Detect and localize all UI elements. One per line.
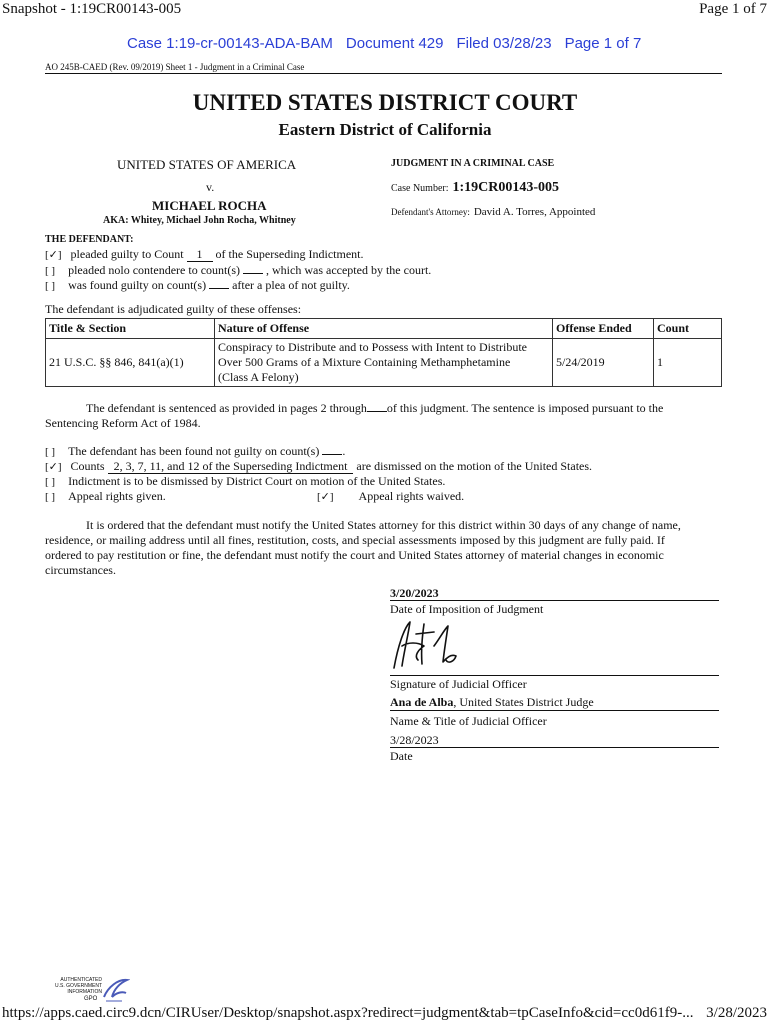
footer-url: https://apps.caed.circ9.dcn/CIRUser/Desktop/snapshot.aspx?redirect=judgment&tab=tpCaseInfo&cid=cc0d61f9-... <box>2 1005 694 1021</box>
defendant-heading: THE DEFENDANT: <box>45 234 134 245</box>
judge-signature <box>388 616 468 674</box>
court-name: UNITED STATES DISTRICT COURT <box>192 90 578 115</box>
case-number: 1:19CR00143-005 <box>452 180 560 195</box>
notice-line-3: ordered to pay restitution or fine, the defendant must notify the court and United States attorney of material changes in economic <box>45 548 664 562</box>
checkbox-checked: [✓] <box>45 461 62 473</box>
notice-line-2: residence, or mailing address until all fines, restitution, costs, and special assessments imposed by this judgment are fully paid. If <box>45 533 665 547</box>
defendant-name: MICHAEL ROCHA <box>152 198 267 213</box>
district-name: Eastern District of California <box>278 120 492 139</box>
checkbox-unchecked: [ ] <box>45 446 56 458</box>
checkbox-checked: [✓] <box>317 491 334 503</box>
appeal-given-row: [ ] Appeal rights given. <box>45 489 166 503</box>
document-type: JUDGMENT IN A CRIMINAL CASE <box>391 158 555 169</box>
not-guilty-row: [ ] The defendant has been found not guilty on count(s) . <box>45 444 346 458</box>
notice-line-1: It is ordered that the defendant must notify the United States attorney for this district within 30 days of any change of name, <box>86 518 681 532</box>
judge-name-row <box>390 695 594 710</box>
snapshot-title: Snapshot - 1:19CR00143-005 <box>2 1 182 17</box>
checkbox-unchecked: [ ] <box>45 280 56 292</box>
judge-title: , United States District Judge <box>453 695 594 709</box>
attorney-name: David A. Torres, Appointed <box>473 206 596 218</box>
appeal-waived-row: [✓] Appeal rights waived. <box>317 489 465 503</box>
defendant-aka: AKA: Whitey, Michael John Rocha, Whitney <box>103 215 296 226</box>
signature-label: Signature of Judicial Officer <box>390 677 527 691</box>
ecf-header <box>127 35 641 52</box>
sentence-line-2: Sentencing Reform Act of 1984. <box>45 416 201 430</box>
page-stamp: Page 1 of 7 <box>564 35 642 52</box>
form-id: AO 245B-CAED (Rev. 09/2019) Sheet 1 - Judgment in a Criminal Case <box>45 62 305 72</box>
checkbox-checked: [✓] <box>45 249 62 261</box>
offense-title: 21 U.S.C. §§ 846, 841(a)(1) <box>46 339 215 387</box>
plea-option-trial: [ ] was found guilty on count(s) after a plea of not guilty. <box>45 278 350 292</box>
imposition-date: 3/20/2023 <box>390 586 439 600</box>
plaintiff-name: UNITED STATES OF AMERICA <box>117 157 297 172</box>
indictment-row: [ ] Indictment is to be dismissed by District Court on motion of the United States. <box>45 474 446 488</box>
plea-option-guilty: [✓] pleaded guilty to Count 1 of the Superseding Indictment. <box>45 247 364 261</box>
checkbox-unchecked: [ ] <box>45 476 56 488</box>
document-stamp: Document 429 <box>345 35 444 52</box>
name-title-label: Name & Title of Judicial Officer <box>390 714 547 728</box>
notice-line-4: circumstances. <box>45 563 116 577</box>
offenses-table <box>45 318 722 387</box>
eagle-icon <box>100 975 130 1005</box>
gpo-seal: AUTHENTICATED U.S. GOVERNMENT INFORMATION GPO <box>44 975 134 1007</box>
column-header: Offense Ended <box>553 319 654 339</box>
sentence-line: The defendant is sentenced as provided in pages 2 through of this judgment. The sentence is imposed pursuant to the <box>86 401 664 415</box>
offenses-intro: The defendant is adjudicated guilty of these offenses: <box>45 302 302 316</box>
case-number-row <box>391 178 559 196</box>
page-indicator: Page 1 of 7 <box>699 1 767 17</box>
table-row <box>46 339 722 387</box>
offense-count: 1 <box>654 339 722 387</box>
case-number-label: Case Number: <box>391 183 449 194</box>
filed-stamp: Filed 03/28/23 <box>456 35 552 52</box>
plea-option-nolo: [ ] pleaded nolo contendere to count(s) , which was accepted by the court. <box>45 263 432 277</box>
table-header-row <box>46 319 722 339</box>
column-header: Nature of Offense <box>215 319 553 339</box>
dismissed-counts: 2, 3, 7, 11, and 12 of the Superseding Indictment <box>108 460 354 474</box>
case-stamp: Case 1:19-cr-00143-ADA-BAM <box>127 35 333 52</box>
column-header: Count <box>654 319 722 339</box>
footer-date: 3/28/2023 <box>706 1005 767 1021</box>
dismissed-counts-row: [✓] Counts 2, 3, 7, 11, and 12 of the Superseding Indictment are dismissed on the motion of the United States. <box>45 459 593 473</box>
attorney-row <box>391 202 595 220</box>
column-header: Title & Section <box>46 319 215 339</box>
versus: v. <box>206 180 215 194</box>
offense-nature: Conspiracy to Distribute and to Possess with Intent to Distribute Over 500 Grams of a Mixture Containing Methamphetamine (Class A Felony) <box>215 339 553 387</box>
date-label: Date <box>390 749 413 763</box>
plea-count: 1 <box>187 248 213 262</box>
judge-name: Ana de Alba <box>390 695 454 709</box>
checkbox-unchecked: [ ] <box>45 491 56 503</box>
attorney-label: Defendant's Attorney: <box>391 207 470 217</box>
offense-ended: 5/24/2019 <box>553 339 654 387</box>
checkbox-unchecked: [ ] <box>45 265 56 277</box>
imposition-label: Date of Imposition of Judgment <box>390 602 544 616</box>
signed-date: 3/28/2023 <box>390 733 439 747</box>
